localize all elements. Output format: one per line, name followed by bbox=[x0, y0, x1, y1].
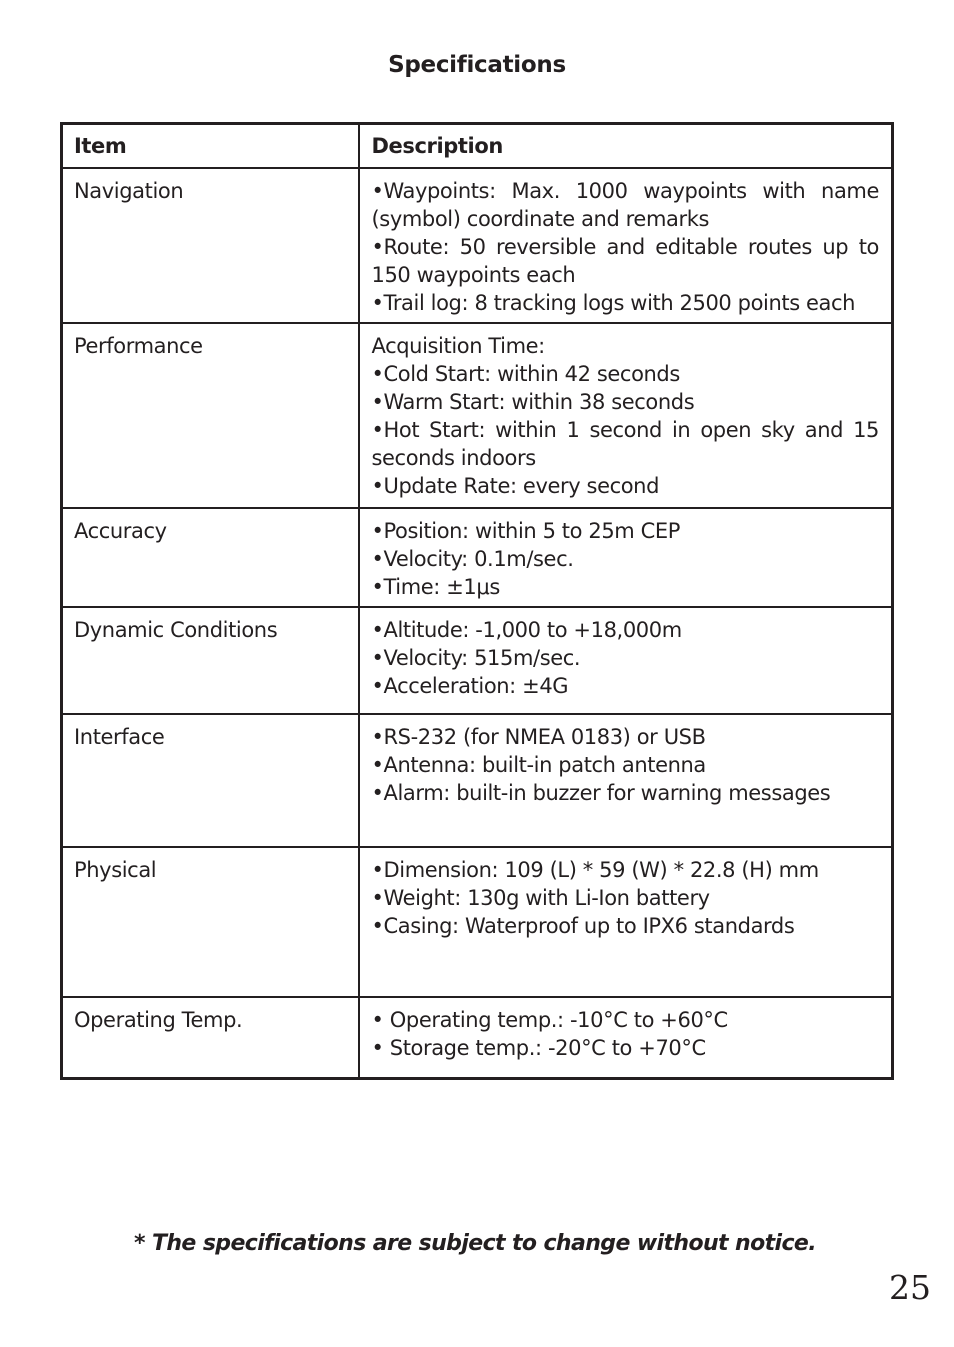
description-line: •Altitude: -1,000 to +18,000m bbox=[371, 618, 682, 642]
description-line: •Velocity: 0.1m/sec. bbox=[371, 547, 574, 571]
description-line: •Cold Start: within 42 seconds bbox=[371, 362, 680, 386]
description-line: •Alarm: built-in buzzer for warning messages bbox=[371, 781, 831, 805]
description-line: • Operating temp.: -10°C to +60°C bbox=[371, 1008, 728, 1032]
description-line: •Waypoints: Max. 1000 waypoints with name bbox=[371, 179, 879, 203]
table-header-row bbox=[62, 124, 893, 169]
table-row bbox=[62, 714, 893, 847]
specifications-table bbox=[60, 122, 894, 1080]
description-cell bbox=[359, 607, 893, 714]
item-cell bbox=[62, 607, 359, 714]
item-cell bbox=[62, 323, 359, 508]
description-cell bbox=[359, 508, 893, 607]
description-line: •Warm Start: within 38 seconds bbox=[371, 390, 695, 414]
description-line: •Route: 50 reversible and editable routes up to bbox=[371, 235, 879, 259]
item-label: Operating Temp. bbox=[74, 1008, 243, 1032]
item-cell bbox=[62, 714, 359, 847]
description-line: • Storage temp.: -20°C to +70°C bbox=[371, 1036, 706, 1060]
item-cell bbox=[62, 168, 359, 323]
item-label: Performance bbox=[74, 334, 203, 358]
description-line: •Dimension: 109 (L) * 59 (W) * 22.8 (H) mm bbox=[371, 858, 819, 882]
item-label: Physical bbox=[74, 858, 157, 882]
description-line: •Hot Start: within 1 second in open sky and 15 bbox=[371, 418, 879, 442]
description-cell bbox=[359, 168, 893, 323]
description-line: (symbol) coordinate and remarks bbox=[371, 207, 710, 231]
description-line: •Acceleration: ±4G bbox=[371, 674, 569, 698]
header-description-label: Description bbox=[371, 134, 503, 158]
item-label: Dynamic Conditions bbox=[74, 618, 278, 642]
item-cell bbox=[62, 508, 359, 607]
footnote: * The specifications are subject to change without notice. bbox=[134, 1231, 816, 1256]
item-label: Accuracy bbox=[74, 519, 167, 543]
description-line: •Update Rate: every second bbox=[371, 474, 660, 498]
description-cell bbox=[359, 997, 893, 1078]
description-line: •Casing: Waterproof up to IPX6 standards bbox=[371, 914, 795, 938]
description-line: seconds indoors bbox=[371, 446, 536, 470]
description-line: •RS-232 (for NMEA 0183) or USB bbox=[371, 725, 706, 749]
description-line: •Antenna: built-in patch antenna bbox=[371, 753, 706, 777]
description-line: •Velocity: 515m/sec. bbox=[371, 646, 581, 670]
description-line: •Time: ±1μs bbox=[371, 575, 500, 599]
description-line: Acquisition Time: bbox=[371, 334, 545, 358]
table-row bbox=[62, 323, 893, 508]
page-number: 25 bbox=[889, 1268, 931, 1307]
item-label: Navigation bbox=[74, 179, 184, 203]
item-cell bbox=[62, 847, 359, 997]
header-description bbox=[359, 124, 893, 169]
description-line: •Trail log: 8 tracking logs with 2500 points each bbox=[371, 291, 856, 315]
description-line: •Weight: 130g with Li-Ion battery bbox=[371, 886, 710, 910]
table-row bbox=[62, 847, 893, 997]
description-cell bbox=[359, 847, 893, 997]
description-line: 150 waypoints each bbox=[371, 263, 576, 287]
description-cell bbox=[359, 714, 893, 847]
description-line: •Position: within 5 to 25m CEP bbox=[371, 519, 681, 543]
item-label: Interface bbox=[74, 725, 165, 749]
item-cell bbox=[62, 997, 359, 1078]
page-title: Specifications bbox=[388, 52, 566, 78]
table-row bbox=[62, 997, 893, 1078]
table-row bbox=[62, 607, 893, 714]
description-cell bbox=[359, 323, 893, 508]
table-row bbox=[62, 508, 893, 607]
table-row bbox=[62, 168, 893, 323]
header-item bbox=[62, 124, 359, 169]
header-item-label: Item bbox=[74, 134, 127, 158]
